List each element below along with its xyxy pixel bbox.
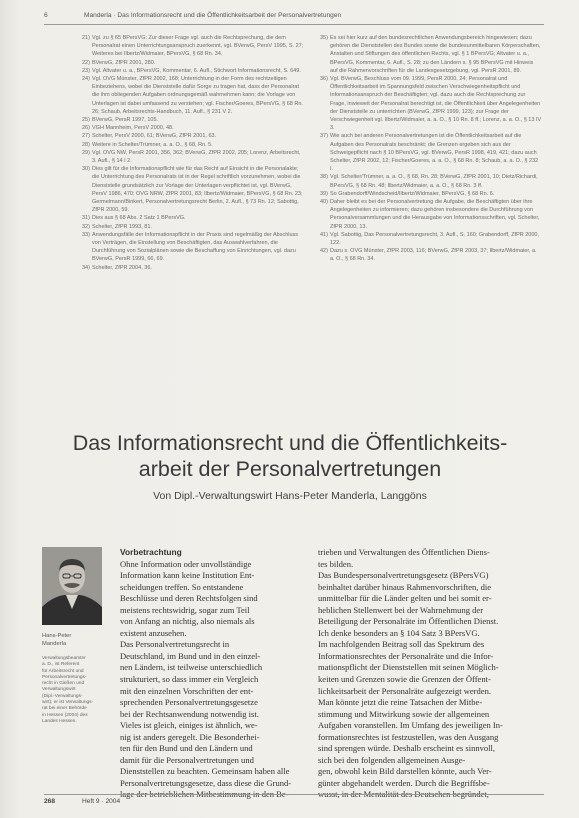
- footnote-text: Vgl. OVG Münster, ZfPR 2002, 168; Unterrichtung in der Form des rechtzeitigen Einbeziehens, wobei die Dienststelle dafür Sorge zu tragen hat, dass der Personalrat die ihm obliegenden Aufgaben ordnungsgemäß wahrnehmen kann; die Vorlage von Unterlagen ist dabei umfassend zu verstehen; vgl. Fischer/Goeres, BPersVG, § 68 Rn. 26; Schaub, Arbeitsrechts-Handbuch, 11. Aufl., § 231 V 2.: [92, 76, 303, 115]
- footnote: [82, 165, 304, 214]
- author-bio-line: Landes Hessen.: [42, 718, 77, 724]
- footnote-number: 29): [82, 149, 90, 156]
- body-text-line: Personalvertretungsgesetze, dass diese die Grund-: [120, 777, 292, 788]
- body-text-line: Beteiligung der Personalräte im Öffentlichen Dienst.: [318, 616, 499, 627]
- body-text-line: stimmung und Mitwirkung sowie der allgemeinen: [318, 708, 490, 719]
- footnote-number: 35): [320, 35, 328, 41]
- footnote-text: VGH Mannheim, PersV 2000, 48.: [92, 125, 174, 132]
- footnote: [320, 34, 542, 75]
- footnote-text: Vgl. zu § 65 BPersVG: Zur dieser Frage vgl. auch die Rechtsprechung, die dem Personalrat einen Unterrichtungsanspruch zuerkennt, vgl. BVerwG, PersV 1995, S. 27; Weiteres bei Ilbertz/Widmaier, BPersVG, § 68 Rn. 34.: [92, 35, 304, 58]
- footnote-number: 32): [82, 223, 90, 230]
- body-text-line: sich bei den folgenden allgemeinen Ausge-: [318, 754, 466, 765]
- footnote-number: 25): [82, 117, 90, 124]
- footnote-text: Daher bleibt es bei der Personalvertretung die Aufgabe, die Beschäftigten über ihre Angelegenheiten zu informieren; dazu gehören insbesondere die Durchführung von Personalversammlungen und die Herausgabe von Informationsschriften, vgl. Schelter, ZfPR 2000, 13.: [330, 199, 540, 230]
- footnote-number: 33): [82, 231, 90, 238]
- footnote: [320, 198, 542, 231]
- body-text-line: Das Personalvertretungsrecht in: [120, 639, 230, 650]
- body-text-line: Vieles ist gleich, einiges ist ähnlich, we-: [120, 720, 258, 731]
- footnote-text: Wie auch bei anderen Personalvertretungen ist die Öffentlichkeitsarbeit auf die Aufgaben des Personalrats beschränkt; die Grenzen ergeben sich aus der Schweigepflicht nach § 10 BPersVG, vgl. BVerwG, PersR 1998, 419, 421; dazu auch Schelter, ZfPR 2002, 12; Fischer/Goeres, a. a. O., § 68 Rn. 8; Schaub, a. a. O., § 232 I.: [330, 133, 539, 173]
- footnote: [320, 231, 542, 247]
- footnote-number: 30): [82, 166, 90, 173]
- author-bio-line: Verwaltungsbeamter: [42, 656, 86, 661]
- footnote-number: 31): [82, 215, 90, 222]
- footnote-text: So Grabendorff/Windscheid/Ilbertz/Widmaier, BPersVG, § 68 Rn. 6.: [330, 190, 495, 197]
- author-bio-line: Personalvertretungs-: [42, 674, 87, 680]
- footnote-number: 24): [82, 76, 90, 83]
- footnote: [82, 132, 304, 140]
- footnote-text: Weitere in Schelter/Trümner, a. a. O., § 68, Rn. 5.: [92, 141, 213, 148]
- footnote-number: 37): [320, 133, 328, 140]
- author-bio-line: für Arbeitsrecht und: [42, 668, 84, 674]
- article-byline: Von Dipl.-Verwaltungswirt Hans-Peter Manderla, Langgöns: [153, 490, 427, 502]
- footnote: [320, 190, 542, 198]
- footnote-text: Vgl. Schelter/Trümner, a. a. O., § 68, Rn. 28; BVerwG, ZfPR 2001, 10; Dietz/Richardi, BPersVG, § 68 Rn. 48; Ilbertz/Widmaier, a. a. O., § 68 Rn. 3 ff.: [330, 174, 538, 189]
- footnote: [82, 34, 304, 59]
- body-text-line: nig ist anders geregelt. Die Besonderhei-: [120, 731, 260, 742]
- running-head: [44, 10, 544, 25]
- footnote-text: BVerwG, ZfPR 2001, 280.: [92, 59, 156, 66]
- body-text-line: nen Ländern, ist teilweise unterschiedlich: [120, 662, 263, 673]
- body-text-line: keiten und Grenzen sowie die Grenzen der Öffent-: [318, 674, 491, 685]
- footnote-text: Dazu s. OVG Münster, ZfPR 2003, 116; BVerwG, ZfPR 2003, 37; Ilbertz/Widmaier, a. a. O., § 68 Rn. 34.: [330, 248, 537, 263]
- footnote: [320, 173, 542, 189]
- body-text-line: beinhaltet darüber hinaus Rahmenvorschriften, die: [318, 581, 492, 592]
- author-caption: [42, 633, 102, 648]
- footnote-number: 34): [82, 264, 90, 271]
- footnote: [82, 116, 304, 124]
- body-text-line: sprechenden Personalvertretungsgesetze: [120, 697, 258, 708]
- body-text-line: heblichen Stellenwert bei der Wahrnehmung der: [318, 604, 484, 615]
- body-text-line: tes bilden.: [318, 558, 354, 569]
- footnotes-right-column: [320, 34, 542, 264]
- footnote: [320, 132, 542, 173]
- article-title-line-1: Das Informationsrecht und die Öffentlichkeits-: [72, 431, 508, 455]
- footnote-number: 27): [82, 133, 90, 140]
- body-text-line: günter abgehandelt werden. Durch die Begriffsbe-: [318, 777, 490, 788]
- footnote: [82, 75, 304, 116]
- running-head-title: Manderla · Das Informationsrecht und die Öffentlichkeitsarbeit der Personalvertretungen: [84, 12, 342, 19]
- body-text-line: mit den einzelnen Vorschriften der ent-: [120, 685, 254, 696]
- body-text-line: Informationsrechtes der Personalräte und die Infor-: [318, 650, 494, 661]
- author-bio-line: Verwaltungswirt: [42, 687, 76, 693]
- footnote-text: Vgl. Sabottig, Das Personalvertretungsrecht, 3. Aufl., S. 160; Grabendorff, ZfPR 2000, 122.: [330, 231, 540, 247]
- body-text-line: ten für den Bund und den Ländern und: [120, 743, 253, 754]
- body-text-line: Das Bundespersonalvertretungsgesetz (BPersVG): [318, 570, 489, 581]
- footnote-number: 26): [82, 125, 90, 132]
- footnote: [82, 67, 304, 75]
- author-photo: [42, 547, 102, 625]
- footnote-text: Anwendungsfälle der Informationspflicht in der Praxis sind regelmäßig der Abschluss von Verträgen, die Einstellung von Beschäftigten, das Auswahlverfahren, die Durchführung von Sozialplänen sowie die Beschaffung von Einrichtungen, vgl. dazu BVerwG, PersR 1999, 66, 69.: [92, 231, 299, 263]
- body-text-line: Ohne Information oder unvollständige: [120, 558, 252, 569]
- footnote-number: 22): [82, 59, 90, 66]
- footnote-number: 42): [320, 248, 328, 255]
- footnote-text: Schelter, ZfPR 2004, 36.: [92, 264, 152, 271]
- body-text-line: bei der Rechtsanwendung notwendig ist.: [120, 708, 259, 719]
- footnote-number: 28): [82, 141, 90, 148]
- article-title-line-2: arbeit der Personalvertretungen: [138, 457, 442, 481]
- body-text-line: Information kann keine Institution Ent-: [120, 570, 255, 581]
- body-text-line: Deutschland, im Bund und in den einzel-: [120, 650, 261, 661]
- body-text-line: strukturiert, so dass immer ein Vergleich: [120, 674, 259, 685]
- section-heading: Vorbetrachtung: [120, 547, 182, 557]
- footnote: [82, 214, 304, 222]
- body-text-line: Ich denke besonders an § 104 Satz 3 BPersVG.: [318, 627, 480, 638]
- body-text-line: meistens rechtswidrig, sogar zum Teil: [120, 604, 250, 615]
- article-column-right: [318, 547, 548, 801]
- footnote-text: Es sei hier kurz auf den bundesrechtlichen Anwendungsbereich hingewiesen; dazu gehören die Dienststellen des Bundes sowie die bundesunmittelbaren Körperschaften, Anstalten und Stiftungen des öffentlichen Rechts, vgl. § 1 BPersVG; Altvater u. a., BPersVG, Kommentar, 6. Aufl., S. 28; zu den Ländern s. § 95 BPersVG mit Hinweis auf die Rahmenvorschriften für die Landesgesetzgebung, vgl. PersR 2001, 89.: [330, 35, 541, 74]
- footnote-number: 39): [320, 190, 328, 197]
- body-text-line: sind sprengen würde. Deshalb erscheint es sinnvoll,: [318, 743, 496, 754]
- author-bio-line: recht in Gießen und: [42, 681, 85, 687]
- body-text-line: Man könnte jetzt die reine Tatsachen der Mitbe-: [318, 697, 483, 708]
- author-caption-last-name: Manderla: [42, 640, 67, 647]
- article-title: [60, 430, 520, 482]
- footnote: [82, 124, 304, 132]
- author-bio-line: in Hessen (2004) des: [42, 712, 88, 718]
- footnote: [320, 247, 542, 263]
- footnote-text: Dies aus § 68 Abs. 2 Satz 1 BPersVG.: [92, 215, 186, 222]
- body-text-line: lage der betrieblichen Mitbestimmung in den Be-: [120, 789, 289, 800]
- footnote-number: 36): [320, 76, 328, 83]
- footnote-text: Vgl. BVerwG, Beschluss vom 09. 1999, PersR 2000, 24; Personalrat und Öffentlichkeitsarbeit im Spannungsfeld zwischen Verschwiegenheitspflicht und Informationsanspruch der Beschäftigten; vgl. dazu auch die Rechtsprechung zur Frage, inwieweit der Personalrat berechtigt ist, die Öffentlichkeit über Angelegenheiten der Dienststelle zu unterrichten (BVerwG, ZfPR 1999, 123); zur Frage der Verschwiegenheit vgl. Ilbertz/Widmaier, a. a. O., § 10 Rn. 8 ff.; Lorenz, a. a. O., § 13 IV 3.: [330, 76, 542, 132]
- footnote-text: Dies gilt für die Informationspflicht wie für das Recht auf Einsicht in die Personalakte; die Unterrichtung des Personalrats ist in der Regel schriftlich vorzunehmen, wobei die Dienststelle grundsätzlich zur Vorlage der Unterlagen verpflichtet ist, vgl. BVerwG, PersV 1986, 470; OVG NRW, ZfPR 2001, 83; Ilbertz/Widmaier, BPersVG, § 68 Rn. 23; Germelmann/Binkert, Personalvertretungsrecht Berlin, 2. Aufl., § 73 Rn. 12; Sabottig, ZfPR 2000, 59.: [92, 166, 303, 214]
- body-text-line: Beschlüsse und deren Rechtsfolgen sind: [120, 593, 258, 604]
- running-head-page-number: 6: [44, 12, 48, 19]
- body-text-line: Aufgaben voranstellen. Im Umfang des jeweiligen In-: [318, 720, 503, 731]
- body-text-line: mationspflicht der Dienststellen mit seinen Möglich-: [318, 662, 499, 673]
- footnote-text: Vgl. Altvater u. a., BPersVG, Kommentar, 6. Aufl., Stichwort Informationsrecht, S. 649.: [92, 67, 301, 74]
- footnote-number: 40): [320, 199, 328, 206]
- author-portrait-image: [42, 547, 102, 625]
- body-text-line: Im nachfolgenden Beitrag soll das Spektrum des: [318, 639, 485, 650]
- body-text-line: damit für die Personalvertretungen und: [120, 754, 254, 765]
- author-bio-line: a. D., ist Referent: [42, 662, 80, 668]
- body-text-line: wusst, in der Mentalität des Deutschen begründet,: [318, 789, 489, 800]
- body-text-line: scheidungen treffen. So entstandene: [120, 581, 244, 592]
- footnote-number: 21): [82, 35, 90, 41]
- author-bio: [42, 656, 104, 725]
- body-text-line: existent anzusehen.: [120, 627, 187, 638]
- footnote: [82, 231, 304, 264]
- footnote-text: BVerwG, PersR 1997, 105.: [92, 117, 159, 124]
- body-text-line: gen, obwohl kein Bild darstellen könnte, auch Ver-: [318, 766, 492, 777]
- body-text-line: Dienststellen zu beachten. Gemeinsam haben alle: [120, 766, 290, 777]
- footnote-text: Schelter, PersV 2000, 61; BVerwG, ZfPR 2001, 63.: [92, 133, 217, 140]
- article-column-middle: [120, 547, 308, 801]
- page-footer: [44, 794, 544, 809]
- body-text-line: formationsrechtes ist festzustellen, was den Ausgang: [318, 731, 499, 742]
- footnotes-left-column: [82, 34, 304, 272]
- footer-issue: Heft 9 · 2004: [82, 798, 121, 805]
- footnote: [82, 149, 304, 165]
- footnote: [82, 223, 304, 231]
- footnote-text: Vgl. OVG NW, PersR 2001, 356, 362; BVerwG, ZfPR 2002, 205; Lorenz, Arbeitsrecht, 3. Aufl., § 14 I 2.: [92, 149, 301, 165]
- footnote: [82, 264, 304, 272]
- footnote: [82, 59, 304, 67]
- author-caption-first-name: Hans-Peter: [42, 633, 72, 639]
- footnote-number: 41): [320, 231, 328, 238]
- author-bio-line: rat bei einer Behörde: [42, 706, 87, 712]
- footer-page-number: 268: [44, 798, 56, 805]
- footnote-number: 38): [320, 174, 328, 181]
- footnote-number: 23): [82, 67, 90, 74]
- body-text-line: unmittelbar für die Länder gelten und bei somit er-: [318, 593, 492, 604]
- body-text-line: trieben und Verwaltungen des Öffentlichen Diens-: [318, 547, 490, 557]
- body-text-line: von Anfang an nichtig, also niemals als: [120, 616, 255, 627]
- author-bio-line: (Dipl.-Verwaltungs-: [42, 693, 83, 699]
- footnote: [320, 75, 542, 132]
- body-text-line: lichkeitsarbeit der Personalräte aufgezeigt werden.: [318, 685, 491, 696]
- author-bio-line: wirt); er ist Verwaltungs-: [42, 700, 94, 706]
- footnote: [82, 141, 304, 149]
- footnote-text: Schelter, ZfPR 1993, 81.: [92, 223, 152, 230]
